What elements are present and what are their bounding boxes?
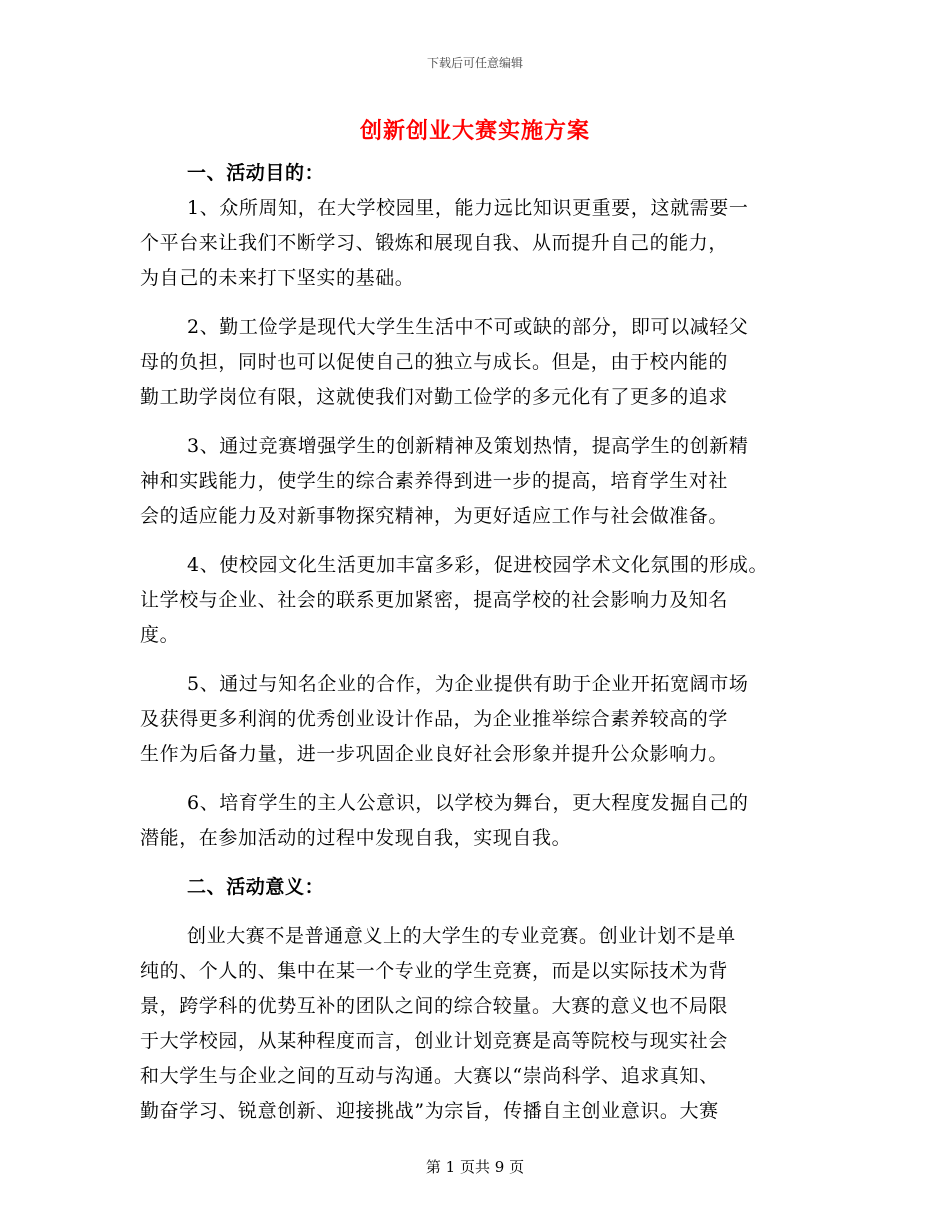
header-note: 下载后可任意编辑	[426, 56, 523, 70]
paragraph-line: 母的负担，同时也可以促使自己的独立与成长。但是，由于校内能的	[140, 351, 729, 373]
paragraph-line: 景，跨学科的优势互补的团队之间的综合较量。大赛的意义也不局限	[140, 995, 729, 1017]
section-heading: 一、活动目的：	[187, 162, 325, 184]
paragraph-line: 5、通过与知名企业的合作，为企业提供有助于企业开拓宽阔市场	[187, 673, 749, 695]
paragraph-line: 纯的、个人的、集中在某一个专业的学生竞赛，而是以实际技术为背	[140, 960, 729, 982]
paragraph-line: 创业大赛不是普通意义上的大学生的专业竞赛。创业计划不是单	[187, 925, 736, 947]
paragraph-line: 生作为后备力量，进一步巩固企业良好社会形象并提升公众影响力。	[140, 743, 729, 765]
paragraph-line: 于大学校园，从某种程度而言，创业计划竞赛是高等院校与现实社会	[140, 1030, 729, 1052]
paragraph-line: 为自己的未来打下坚实的基础。	[140, 267, 415, 289]
page-footer: 第 1 页共 9 页	[425, 1158, 525, 1176]
paragraph-line: 个平台来让我们不断学习、锻炼和展现自我、从而提升自己的能力，	[140, 232, 729, 254]
paragraph-line: 勤工助学岗位有限，这就使我们对勤工俭学的多元化有了更多的追求	[140, 386, 729, 408]
paragraph-line: 6、培育学生的主人公意识，以学校为舞台，更大程度发掘自己的	[187, 792, 749, 814]
paragraph-line: 勤奋学习、锐意创新、迎接挑战”为宗旨，传播自主创业意识。大赛	[140, 1100, 719, 1122]
paragraph-line: 及获得更多利润的优秀创业设计作品，为企业推举综合素养较高的学	[140, 708, 729, 730]
section-heading: 二、活动意义：	[187, 876, 325, 898]
document-title: 创新创业大赛实施方案	[359, 118, 590, 144]
paragraph-line: 让学校与企业、社会的联系更加紧密，提高学校的社会影响力及知名	[140, 589, 729, 611]
paragraph-line: 2、勤工俭学是现代大学生生活中不可或缺的部分，即可以减轻父	[187, 316, 749, 338]
paragraph-line: 4、使校园文化生活更加丰富多彩，促进校园学术文化氛围的形成。	[187, 554, 769, 576]
paragraph-line: 和大学生与企业之间的互动与沟通。大赛以“崇尚科学、追求真知、	[140, 1065, 719, 1087]
document-body	[140, 156, 812, 1129]
paragraph-line: 潜能，在参加活动的过程中发现自我，实现自我。	[140, 827, 572, 849]
paragraph-line: 神和实践能力，使学生的综合素养得到进一步的提高，培育学生对社	[140, 470, 729, 492]
paragraph-line: 会的适应能力及对新事物探究精神，为更好适应工作与社会做准备。	[140, 505, 729, 527]
paragraph-line: 度。	[140, 624, 180, 646]
paragraph-line: 3、通过竞赛增强学生的创新精神及策划热情，提高学生的创新精	[187, 435, 749, 457]
paragraph-line: 1、众所周知，在大学校园里，能力远比知识更重要，这就需要一	[187, 197, 749, 219]
